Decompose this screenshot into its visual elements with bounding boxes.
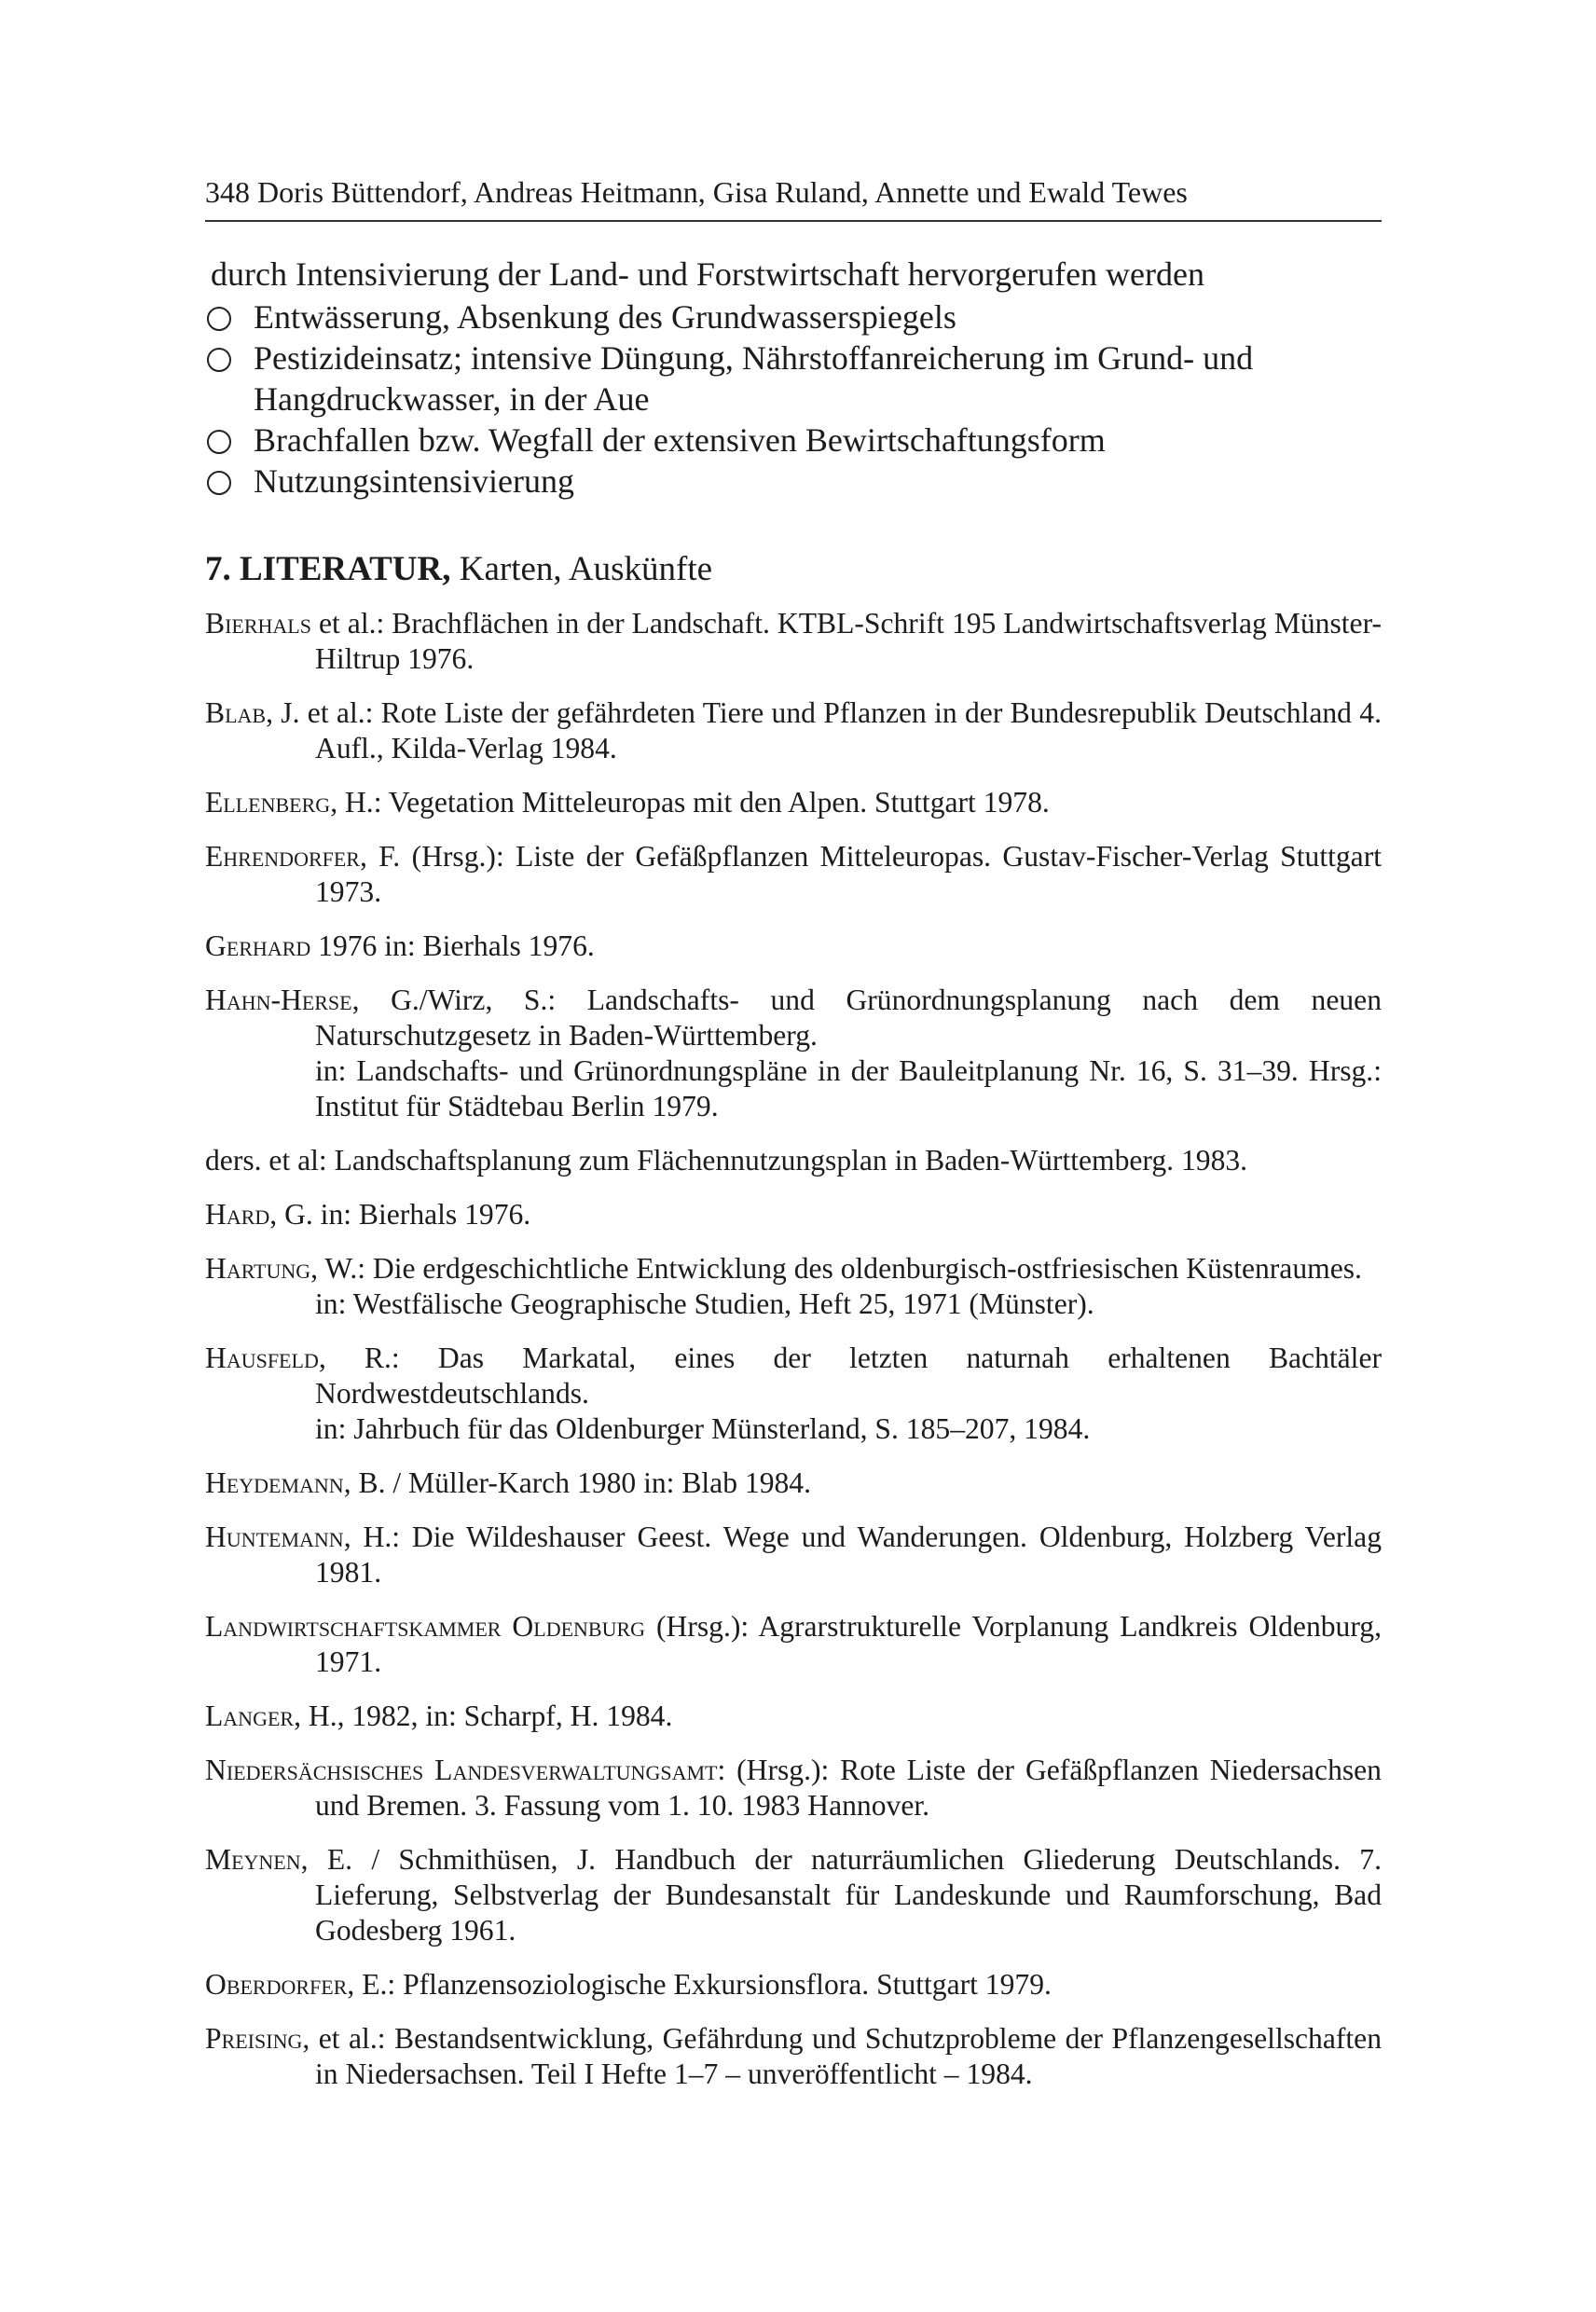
reference-item [205,1967,1382,2002]
reference-author: Niedersächsisches Landesverwaltungsamt: [205,1754,726,1786]
reference-item [205,695,1382,766]
reference-author: Heydemann [205,1466,344,1499]
reference-author: Ehrendorfer [205,840,360,873]
reference-item [205,606,1382,677]
reference-list [205,606,1382,2111]
reference-text: , H.: Die Wildeshauser Geest. Wege und Wanderungen. Oldenburg, Holzberg Verlag 1981. [315,1521,1382,1589]
reference-text: , H., 1982, in: Scharpf, H. 1984. [294,1700,673,1732]
section-heading [205,548,1382,591]
section-title: LITERATUR, [240,550,451,588]
reference-item [205,839,1382,910]
reference-text: ders. et al: Landschaftsplanung zum Flächennutzungsplan in Baden-Württemberg. 1983. [205,1144,1248,1177]
bullet-list [205,296,1382,502]
list-item-text: Nutzungsintensivierung [254,462,574,500]
list-item-text: Pestizideinsatz; intensive Düngung, Nährstoffanreicherung im Grund- und Hangdruckwasser, in der Aue [254,339,1254,418]
reference-text: , R.: Das Markatal, eines der letzten naturnah erhaltenen Bachtäler Nordwestdeutschlands. [315,1342,1382,1410]
reference-item [205,1699,1382,1734]
reference-author: Gerhard [205,929,311,962]
reference-author: Huntemann [205,1521,344,1553]
list-item [205,337,1382,420]
reference-author: Hausfeld [205,1342,319,1374]
section-number: 7. [205,550,231,588]
reference-author: Hartung [205,1252,311,1285]
reference-item [205,2021,1382,2092]
reference-item [205,1609,1382,1680]
reference-author: Oberdorfer [205,1968,348,2001]
reference-text: , F. (Hrsg.): Liste der Gefäßpflanzen Mitteleuropas. Gustav-Fischer-Verlag Stuttgart 1973. [315,840,1382,908]
reference-item [205,929,1382,964]
reference-author: Blab [205,696,267,729]
reference-item [205,1251,1382,1322]
list-item [205,461,1382,502]
reference-item [205,1520,1382,1590]
reference-author: Hahn-Herse [205,984,352,1016]
reference-text: (Hrsg.): Rote Liste der Gefäßpflanzen Niedersachsen und Bremen. 3. Fassung vom 1. 10. 1983 Hannover. [315,1754,1382,1822]
reference-text: , G./Wirz, S.: Landschafts- und Grünordnungsplanung nach dem neuen Naturschutzgesetz in Baden-Württemberg. [315,984,1382,1052]
reference-item [205,1341,1382,1447]
circle-bullet-icon [207,430,231,454]
reference-text: , W.: Die erdgeschichtliche Entwicklung des oldenburgisch-ostfriesischen Küstenraumes. [310,1252,1362,1285]
reference-text: , J. et al.: Rote Liste der gefährdeten Tiere und Pflanzen in der Bundesrepublik Deutschland 4. Aufl., Kilda-Verlag 1984. [266,696,1382,764]
list-item [205,296,1382,337]
reference-item [205,1466,1382,1501]
list-item-text: Entwässerung, Absenkung des Grundwasserspiegels [254,298,956,336]
reference-text: 1976 in: Bierhals 1976. [310,929,595,962]
reference-text: , et al.: Bestandsentwicklung, Gefährdung und Schutzprobleme der Pflanzengesellschaften in Niedersachsen. Teil I Hefte 1–7 – unveröffentlicht – 1984. [302,2022,1382,2090]
reference-author: Preising [205,2022,303,2055]
list-item-text: Brachfallen bzw. Wegfall der extensiven Bewirtschaftungsform [254,421,1106,459]
reference-text: , H.: Vegetation Mitteleuropas mit den Alpen. Stuttgart 1978. [330,786,1050,819]
reference-text: , E.: Pflanzensoziologische Exkursionsflora. Stuttgart 1979. [347,1968,1052,2001]
reference-note: in: Landschafts- und Grünordnungspläne in der Bauleitplanung Nr. 16, S. 31–39. Hrsg.: Institut für Städtebau Berlin 1979. [315,1054,1382,1122]
circle-bullet-icon [207,307,231,331]
reference-text: et al.: Brachflächen in der Landschaft. KTBL-Schrift 195 Landwirtschaftsverlag Münster-Hiltrup 1976. [310,607,1382,675]
reference-item [205,1197,1382,1232]
reference-author: Landwirtschaftskammer Oldenburg [205,1610,646,1643]
reference-item [205,983,1382,1124]
circle-bullet-icon [207,471,231,495]
reference-author: Hard [205,1198,270,1231]
list-item [205,420,1382,461]
header-rule [205,220,1382,222]
reference-item [205,1753,1382,1823]
reference-note: in: Westfälische Geographische Studien, Heft 25, 1971 (Münster). [315,1287,1094,1320]
circle-bullet-icon [207,348,231,372]
reference-text: , G. in: Bierhals 1976. [269,1198,531,1231]
reference-author: Ellenberg [205,786,331,819]
reference-text: , E. / Schmithüsen, J. Handbuch der naturräumlichen Gliederung Deutschlands. 7. Lieferung, Selbstverlag der Bundesanstalt für Landeskunde und Raumforschung, Bad Godesberg 1961. [300,1843,1382,1947]
intro-line: durch Intensivierung der Land- und Forstwirtschaft hervorgerufen werden [211,255,1204,293]
running-header: 348 Doris Büttendorf, Andreas Heitmann, Gisa Ruland, Annette und Ewald Tewes [205,175,1188,209]
reference-item [205,1143,1382,1178]
reference-text: (Hrsg.): Agrarstrukturelle Vorplanung Landkreis Oldenburg, 1971. [315,1610,1382,1678]
reference-text: , B. / Müller-Karch 1980 in: Blab 1984. [343,1466,811,1499]
reference-author: Meynen [205,1843,301,1876]
reference-note: in: Jahrbuch für das Oldenburger Münsterland, S. 185–207, 1984. [315,1412,1091,1445]
reference-author: Bierhals [205,607,311,640]
section-subtitle: Karten, Auskünfte [459,550,713,588]
reference-item [205,1842,1382,1948]
reference-item [205,785,1382,820]
reference-author: Langer [205,1700,295,1732]
